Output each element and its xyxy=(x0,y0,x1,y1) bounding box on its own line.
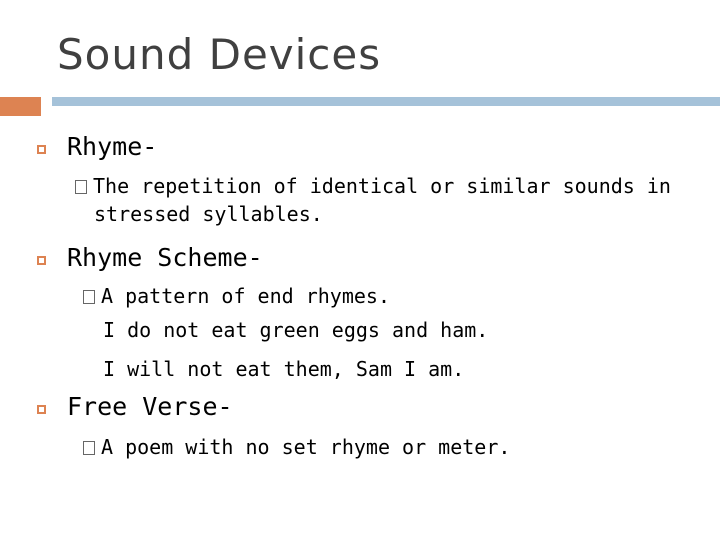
definition-line: stressed syllables. xyxy=(94,202,323,226)
term-rhyme-scheme: Rhyme Scheme- xyxy=(67,243,263,272)
definition-text: A poem with no set rhyme or meter. xyxy=(101,435,511,459)
term-free-verse: Free Verse- xyxy=(67,392,233,421)
definition-line xyxy=(83,433,510,461)
example-line: I do not eat green eggs and ham. xyxy=(103,318,489,342)
bullet-square-icon xyxy=(37,405,46,414)
definition-line xyxy=(75,172,671,200)
definition-text: The repetition of identical or similar sounds in xyxy=(93,174,671,198)
definition-text: A pattern of end rhymes. xyxy=(101,284,390,308)
bullet-square-icon xyxy=(37,145,46,154)
example-line: I will not eat them, Sam I am. xyxy=(103,357,465,381)
header-bar xyxy=(52,97,720,106)
sub-bullet-icon xyxy=(75,180,87,194)
accent-bar xyxy=(0,97,41,116)
sub-bullet-icon xyxy=(83,290,95,304)
slide-title: Sound Devices xyxy=(57,30,382,79)
bullet-square-icon xyxy=(37,256,46,265)
term-rhyme: Rhyme- xyxy=(67,132,158,161)
sub-bullet-icon xyxy=(83,441,95,455)
definition-line xyxy=(83,282,390,310)
